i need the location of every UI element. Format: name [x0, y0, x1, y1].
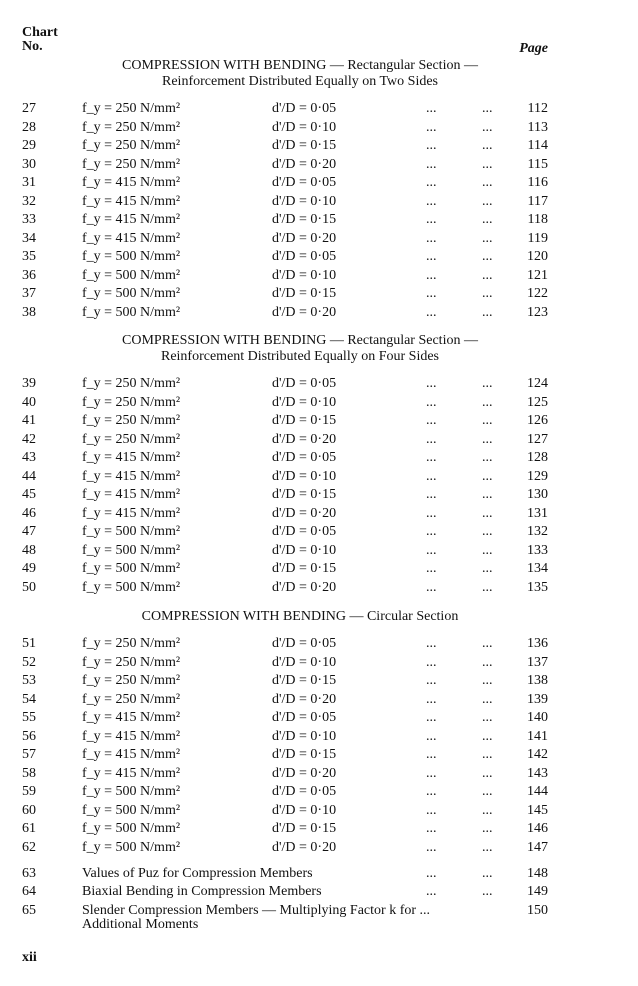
cover-ratio: d'/D = 0·05 [272, 249, 337, 264]
page-number: 144 [527, 784, 548, 799]
list-item [0, 193, 638, 211]
cover-ratio: d'/D = 0·20 [272, 505, 337, 521]
cover-ratio: d'/D = 0·10 [272, 267, 337, 283]
yield-strength: f_y = 250 N/mm² [82, 119, 181, 135]
chart-title-continued: Additional Moments [82, 917, 199, 932]
page-number: 121 [527, 267, 548, 283]
list-item [0, 505, 638, 523]
cover-ratio: d'/D = 0·05 [272, 524, 337, 539]
chart-number: 53 [22, 673, 36, 688]
leader-dots: ... [426, 394, 437, 410]
cover-ratio: d'/D = 0·05 [272, 175, 337, 190]
cover-ratio: d'/D = 0·05 [272, 636, 337, 651]
chart-number: 59 [22, 784, 36, 799]
page-number: 116 [527, 175, 548, 190]
chart-number: 46 [22, 505, 36, 521]
list-item [0, 579, 638, 597]
page-number: 112 [527, 101, 548, 116]
leader-dots: ... [482, 821, 493, 836]
chart-title: Values of Puz for Compression Members [82, 866, 313, 881]
leader-dots: ... [482, 138, 493, 153]
cover-ratio: d'/D = 0·15 [272, 821, 337, 836]
list-item [0, 230, 638, 248]
leader-dots: ... [426, 579, 437, 595]
leader-dots: ... [482, 230, 493, 246]
cover-ratio: d'/D = 0·10 [272, 193, 337, 209]
yield-strength: f_y = 250 N/mm² [82, 431, 181, 447]
page-number: 117 [527, 193, 548, 209]
leader-dots: ... [426, 691, 437, 707]
list-item-65-continued [0, 916, 638, 934]
chart-title: Biaxial Bending in Compression Members [82, 884, 322, 899]
leader-dots: ... [482, 376, 493, 391]
leader-dots: ... [426, 505, 437, 521]
yield-strength: f_y = 250 N/mm² [82, 654, 181, 670]
list-item [0, 820, 638, 838]
leader-dots: ... [426, 138, 437, 153]
section-title-line-1: COMPRESSION WITH BENDING — Rectangular Section — [122, 58, 478, 73]
page-number: 115 [527, 156, 548, 172]
list-item [0, 746, 638, 764]
list-item-63 [0, 865, 638, 883]
chart-number: 54 [22, 691, 36, 707]
list-item-64 [0, 883, 638, 901]
leader-dots: ... [482, 579, 493, 595]
cover-ratio: d'/D = 0·05 [272, 450, 337, 465]
page-number: 134 [527, 561, 548, 576]
list-item [0, 394, 638, 412]
list-item [0, 783, 638, 801]
leader-dots: ... [426, 376, 437, 391]
leader-dots: ... [482, 304, 493, 320]
chart-number: 27 [22, 101, 36, 116]
page-number: 128 [527, 450, 548, 465]
yield-strength: f_y = 250 N/mm² [82, 691, 181, 707]
cover-ratio: d'/D = 0·15 [272, 673, 337, 688]
leader-dots: ... [426, 286, 437, 301]
yield-strength: f_y = 415 N/mm² [82, 175, 181, 190]
list-item [0, 248, 638, 266]
cover-ratio: d'/D = 0·20 [272, 839, 337, 855]
cover-ratio: d'/D = 0·10 [272, 802, 337, 818]
yield-strength: f_y = 500 N/mm² [82, 839, 181, 855]
page-number: 142 [527, 747, 548, 762]
page-number: 122 [527, 286, 548, 301]
leader-dots: ... [482, 524, 493, 539]
list-item [0, 100, 638, 118]
list-item [0, 137, 638, 155]
leader-dots: ... [426, 101, 437, 116]
yield-strength: f_y = 500 N/mm² [82, 561, 181, 576]
cover-ratio: d'/D = 0·15 [272, 747, 337, 762]
list-item [0, 672, 638, 690]
leader-dots: ... [482, 710, 493, 725]
page-number: 148 [527, 866, 548, 881]
chart-number-header [22, 26, 58, 54]
page-number: 140 [527, 710, 548, 725]
leader-dots: ... [426, 230, 437, 246]
leader-dots: ... [426, 673, 437, 688]
leader-dots: ... [482, 839, 493, 855]
yield-strength: f_y = 250 N/mm² [82, 394, 181, 410]
yield-strength: f_y = 415 N/mm² [82, 193, 181, 209]
page-number: 145 [527, 802, 548, 818]
yield-strength: f_y = 415 N/mm² [82, 450, 181, 465]
leader-dots: ... [426, 304, 437, 320]
list-item [0, 654, 638, 672]
leader-dots: ... [426, 413, 437, 428]
page-number: 138 [527, 673, 548, 688]
list-item [0, 468, 638, 486]
leader-dots: ... [482, 286, 493, 301]
page-number: 129 [527, 468, 548, 484]
yield-strength: f_y = 415 N/mm² [82, 468, 181, 484]
chart-number: 60 [22, 802, 36, 818]
section-title-circular [0, 609, 600, 625]
leader-dots: ... [426, 866, 437, 881]
leader-dots: ... [482, 267, 493, 283]
leader-dots: ... [426, 175, 437, 190]
section-title-four-sides [0, 333, 600, 365]
cover-ratio: d'/D = 0·10 [272, 394, 337, 410]
leader-dots: ... [482, 505, 493, 521]
leader-dots: ... [482, 101, 493, 116]
yield-strength: f_y = 500 N/mm² [82, 286, 181, 301]
page-number: 149 [527, 884, 548, 899]
yield-strength: f_y = 250 N/mm² [82, 156, 181, 172]
yield-strength: f_y = 250 N/mm² [82, 138, 181, 153]
yield-strength: f_y = 500 N/mm² [82, 304, 181, 320]
chart-number: 55 [22, 710, 36, 725]
list-item [0, 174, 638, 192]
list-item [0, 691, 638, 709]
cover-ratio: d'/D = 0·05 [272, 376, 337, 391]
leader-dots: ... [426, 249, 437, 264]
yield-strength: f_y = 500 N/mm² [82, 249, 181, 264]
leader-dots: ... [482, 212, 493, 227]
leader-dots: ... [482, 413, 493, 428]
yield-strength: f_y = 250 N/mm² [82, 376, 181, 391]
list-item [0, 285, 638, 303]
chart-number: 48 [22, 542, 36, 558]
list-item [0, 267, 638, 285]
chart-number: 57 [22, 747, 36, 762]
chart-number: 32 [22, 193, 36, 209]
page-number: 147 [527, 839, 548, 855]
chart-number: 33 [22, 212, 36, 227]
list-item [0, 449, 638, 467]
leader-dots: ... [482, 450, 493, 465]
chart-number: 28 [22, 119, 36, 135]
leader-dots: ... [482, 249, 493, 264]
leader-dots: ... [426, 431, 437, 447]
chart-number: 42 [22, 431, 36, 447]
yield-strength: f_y = 415 N/mm² [82, 212, 181, 227]
chart-number: 45 [22, 487, 36, 502]
chart-number: 44 [22, 468, 36, 484]
yield-strength: f_y = 500 N/mm² [82, 524, 181, 539]
page-number: 113 [527, 119, 548, 135]
leader-dots: ... [482, 193, 493, 209]
section-title-line-2: Reinforcement Distributed Equally on Four Sides [160, 349, 439, 364]
leader-dots: ... [482, 468, 493, 484]
page-number: 132 [527, 524, 548, 539]
cover-ratio: d'/D = 0·15 [272, 487, 337, 502]
leader-dots: ... [426, 710, 437, 725]
page-number: 123 [527, 304, 548, 320]
leader-dots: ... [426, 156, 437, 172]
cover-ratio: d'/D = 0·10 [272, 119, 337, 135]
yield-strength: f_y = 415 N/mm² [82, 487, 181, 502]
leader-dots: ... [426, 784, 437, 799]
leader-dots: ... [482, 636, 493, 651]
chart-number: 39 [22, 376, 36, 391]
leader-dots: ... [482, 691, 493, 707]
leader-dots: ... [482, 542, 493, 558]
chart-number: 65 [22, 903, 36, 918]
leader-dots: ... [482, 119, 493, 135]
leader-dots: ... [482, 884, 493, 899]
leader-dots: ... [482, 561, 493, 576]
cover-ratio: d'/D = 0·10 [272, 468, 337, 484]
page-number: 114 [527, 138, 548, 153]
page-number: 118 [527, 212, 548, 227]
page-number: 143 [527, 765, 548, 781]
chart-title: Slender Compression Members — Multiplying Factor k for ... [82, 903, 431, 918]
leader-dots: ... [426, 193, 437, 209]
leader-dots: ... [482, 487, 493, 502]
chart-number: 38 [22, 304, 36, 320]
yield-strength: f_y = 415 N/mm² [82, 747, 181, 762]
cover-ratio: d'/D = 0·15 [272, 286, 337, 301]
leader-dots: ... [426, 119, 437, 135]
page-number: 130 [527, 487, 548, 502]
list-item [0, 412, 638, 430]
leader-dots: ... [482, 765, 493, 781]
page-number: 119 [527, 230, 548, 246]
leader-dots: ... [426, 654, 437, 670]
yield-strength: f_y = 500 N/mm² [82, 542, 181, 558]
chart-number: 37 [22, 286, 36, 301]
list-item [0, 802, 638, 820]
leader-dots: ... [426, 450, 437, 465]
list-item [0, 375, 638, 393]
page-number: 125 [527, 394, 548, 410]
list-item [0, 728, 638, 746]
yield-strength: f_y = 250 N/mm² [82, 101, 181, 116]
section-title-line-1: COMPRESSION WITH BENDING — Circular Section [141, 609, 459, 624]
chart-number: 43 [22, 450, 36, 465]
list-item [0, 119, 638, 137]
yield-strength: f_y = 415 N/mm² [82, 505, 181, 521]
cover-ratio: d'/D = 0·20 [272, 230, 337, 246]
page-number: 124 [527, 376, 548, 391]
leader-dots: ... [426, 802, 437, 818]
leader-dots: ... [482, 654, 493, 670]
yield-strength: f_y = 415 N/mm² [82, 230, 181, 246]
leader-dots: ... [426, 636, 437, 651]
yield-strength: f_y = 500 N/mm² [82, 267, 181, 283]
chart-number: 49 [22, 561, 36, 576]
chart-number: 64 [22, 884, 36, 899]
yield-strength: f_y = 500 N/mm² [82, 579, 181, 595]
list-item [0, 635, 638, 653]
leader-dots: ... [482, 802, 493, 818]
chart-number: 62 [22, 839, 36, 855]
leader-dots: ... [426, 884, 437, 899]
cover-ratio: d'/D = 0·20 [272, 765, 337, 781]
yield-strength: f_y = 415 N/mm² [82, 765, 181, 781]
chart-number: 51 [22, 636, 36, 651]
cover-ratio: d'/D = 0·15 [272, 138, 337, 153]
yield-strength: f_y = 415 N/mm² [82, 710, 181, 725]
chart-number: 34 [22, 230, 36, 246]
cover-ratio: d'/D = 0·20 [272, 431, 337, 447]
list-item [0, 156, 638, 174]
cover-ratio: d'/D = 0·20 [272, 156, 337, 172]
chart-number: 41 [22, 413, 36, 428]
cover-ratio: d'/D = 0·05 [272, 710, 337, 725]
chart-number: 30 [22, 156, 36, 172]
cover-ratio: d'/D = 0·15 [272, 561, 337, 576]
page-number-footer: xii [22, 950, 37, 965]
cover-ratio: d'/D = 0·15 [272, 212, 337, 227]
section-title-line-2: Reinforcement Distributed Equally on Two Sides [162, 74, 438, 89]
leader-dots: ... [426, 542, 437, 558]
page-number: 136 [527, 636, 548, 651]
page-number: 137 [527, 654, 548, 670]
leader-dots: ... [426, 821, 437, 836]
page-number: 146 [527, 821, 548, 836]
page-number: 133 [527, 542, 548, 558]
yield-strength: f_y = 500 N/mm² [82, 784, 181, 799]
list-item [0, 523, 638, 541]
yield-strength: f_y = 500 N/mm² [82, 802, 181, 818]
page-number: 135 [527, 579, 548, 595]
list-item [0, 709, 638, 727]
chart-number: 35 [22, 249, 36, 264]
leader-dots: ... [482, 673, 493, 688]
page-number: 150 [527, 903, 548, 918]
chart-number: 58 [22, 765, 36, 781]
chart-number: 52 [22, 654, 36, 670]
number-label: No. [22, 39, 43, 54]
list-item [0, 765, 638, 783]
page-number: 120 [527, 249, 548, 264]
cover-ratio: d'/D = 0·20 [272, 691, 337, 707]
yield-strength: f_y = 250 N/mm² [82, 413, 181, 428]
list-item [0, 431, 638, 449]
leader-dots: ... [426, 561, 437, 576]
leader-dots: ... [482, 431, 493, 447]
list-item [0, 211, 638, 229]
leader-dots: ... [482, 394, 493, 410]
leader-dots: ... [482, 866, 493, 881]
page-number: 126 [527, 413, 548, 428]
cover-ratio: d'/D = 0·05 [272, 784, 337, 799]
page-number: 127 [527, 431, 548, 447]
leader-dots: ... [482, 728, 493, 744]
leader-dots: ... [426, 267, 437, 283]
cover-ratio: d'/D = 0·10 [272, 542, 337, 558]
leader-dots: ... [482, 784, 493, 799]
leader-dots: ... [426, 765, 437, 781]
leader-dots: ... [482, 156, 493, 172]
chart-number: 36 [22, 267, 36, 283]
chart-number: 50 [22, 579, 36, 595]
cover-ratio: d'/D = 0·05 [272, 101, 337, 116]
leader-dots: ... [426, 747, 437, 762]
chart-number: 40 [22, 394, 36, 410]
list-item [0, 304, 638, 322]
list-item [0, 542, 638, 560]
leader-dots: ... [426, 212, 437, 227]
list-item [0, 560, 638, 578]
page-number: 139 [527, 691, 548, 707]
leader-dots: ... [426, 524, 437, 539]
cover-ratio: d'/D = 0·10 [272, 654, 337, 670]
leader-dots: ... [482, 175, 493, 190]
yield-strength: f_y = 250 N/mm² [82, 636, 181, 651]
chart-label: Chart [22, 25, 58, 40]
chart-number: 56 [22, 728, 36, 744]
yield-strength: f_y = 500 N/mm² [82, 821, 181, 836]
page-number: 141 [527, 728, 548, 744]
leader-dots: ... [426, 839, 437, 855]
cover-ratio: d'/D = 0·20 [272, 579, 337, 595]
section-title-two-sides [0, 58, 600, 90]
yield-strength: f_y = 415 N/mm² [82, 728, 181, 744]
leader-dots: ... [426, 728, 437, 744]
page-column-header: Page [519, 41, 548, 56]
cover-ratio: d'/D = 0·10 [272, 728, 337, 744]
chart-number: 31 [22, 175, 36, 190]
section-title-line-1: COMPRESSION WITH BENDING — Rectangular Section — [122, 333, 478, 348]
leader-dots: ... [482, 747, 493, 762]
leader-dots: ... [426, 487, 437, 502]
leader-dots: ... [426, 468, 437, 484]
page-number: 131 [527, 505, 548, 521]
chart-number: 29 [22, 138, 36, 153]
cover-ratio: d'/D = 0·15 [272, 413, 337, 428]
chart-number: 47 [22, 524, 36, 539]
chart-number: 61 [22, 821, 36, 836]
yield-strength: f_y = 250 N/mm² [82, 673, 181, 688]
cover-ratio: d'/D = 0·20 [272, 304, 337, 320]
list-item [0, 839, 638, 857]
list-item [0, 486, 638, 504]
chart-number: 63 [22, 866, 36, 881]
